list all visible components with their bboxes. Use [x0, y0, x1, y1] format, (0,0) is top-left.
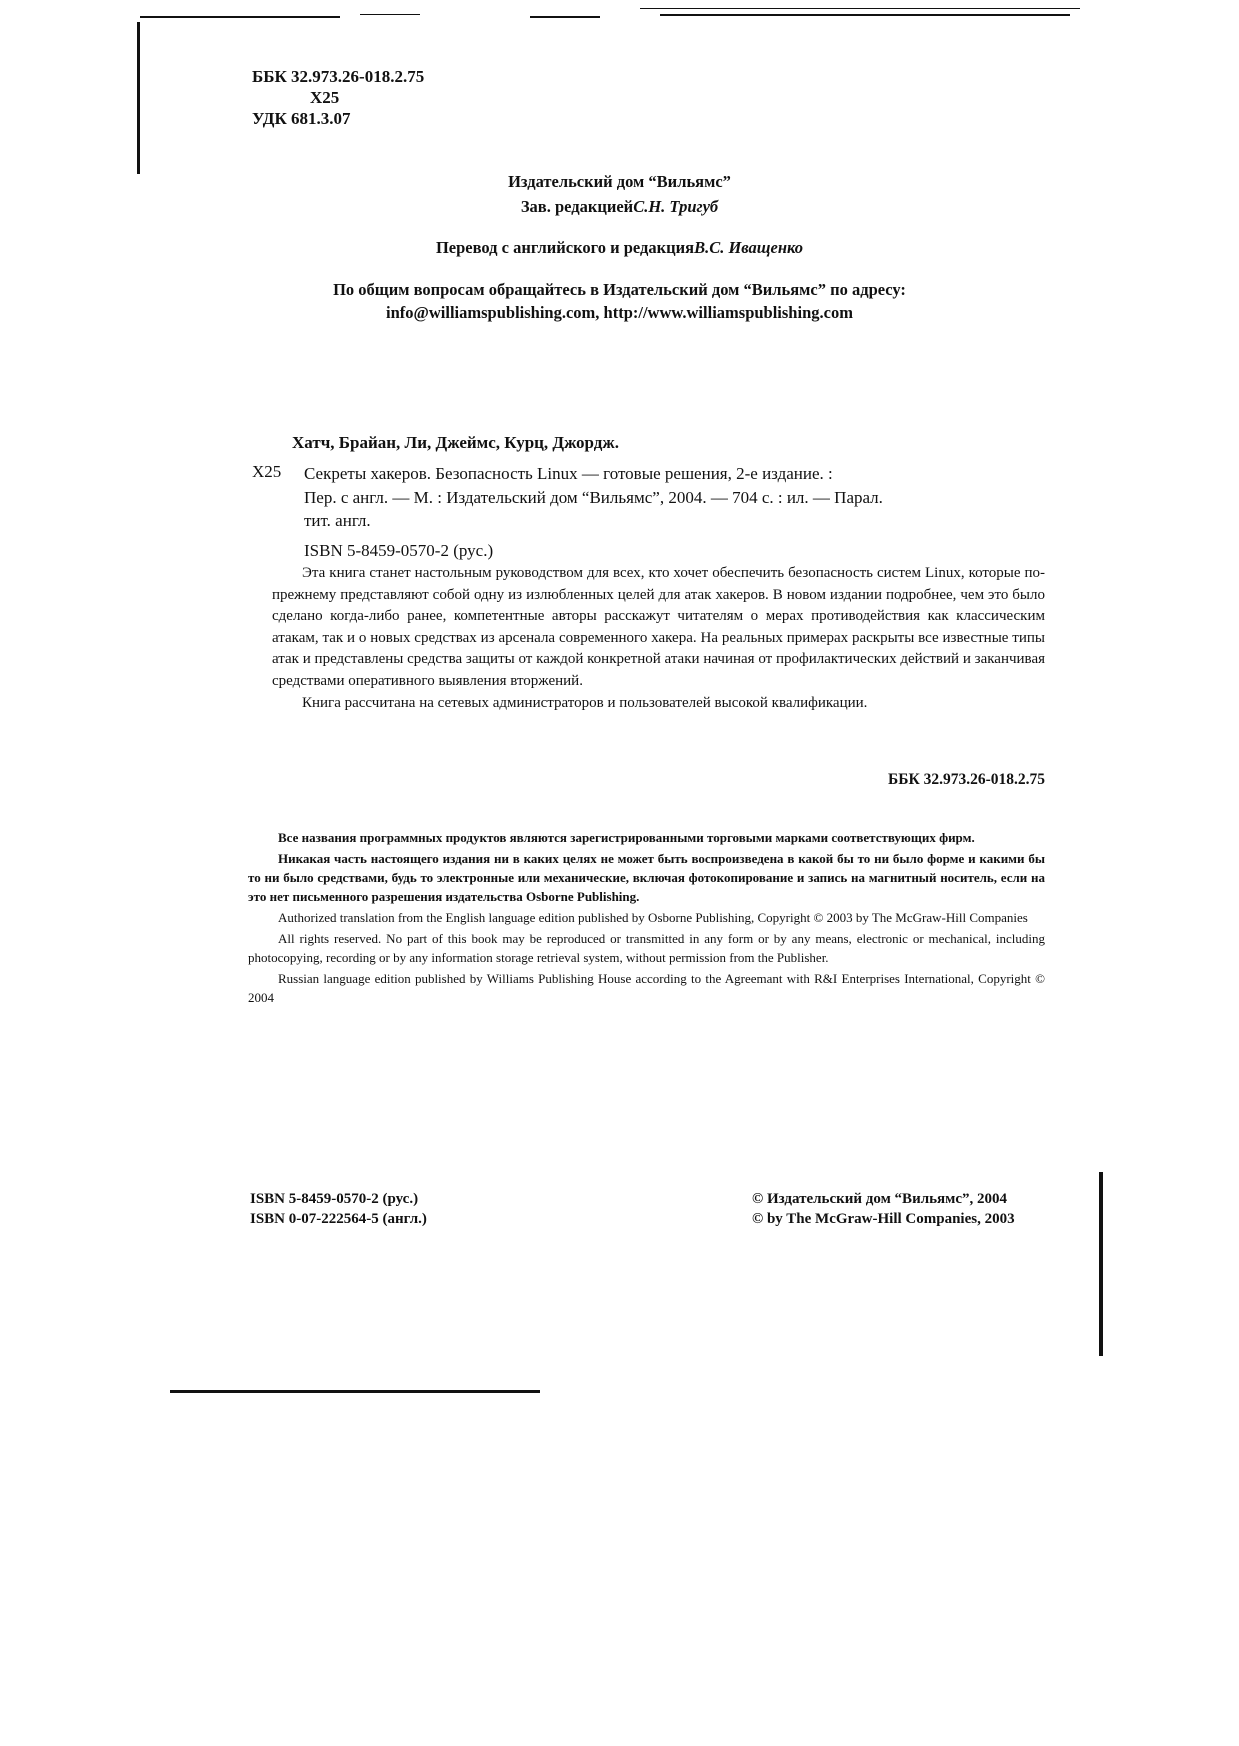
annotation-paragraph: Книга рассчитана на сетевых администраторов и пользователей высокой квалификации. [302, 694, 868, 711]
top-scan-rule-2 [360, 14, 420, 15]
reproduction-notice: Никакая часть настоящего издания ни в каких целях не может быть воспроизведена в какой бы то ни было форме и какими бы то ни было средствами, будь то электронные или механические, включая фотокопирование и запись на магнитный носитель, если на это нет письменного разрешения издательства Osborne Publishing. [248, 851, 1045, 904]
top-scan-rule-3 [530, 16, 600, 18]
contact-line: По общим вопросам обращайтесь в Издательский дом “Вильямс” по адресу: [333, 280, 906, 299]
footer-isbns [250, 1189, 427, 1229]
udk-code: УДК 681.3.07 [252, 109, 351, 128]
editor-name: С.Н. Тригуб [633, 197, 719, 216]
editor-line [0, 197, 1239, 217]
left-scan-bar [137, 22, 140, 174]
legal-notices [248, 828, 1045, 1009]
top-scan-rule-5 [660, 14, 1070, 16]
trademarks-notice: Все названия программных продуктов являются зарегистрированными торговыми марками соответствующих фирм. [278, 830, 975, 845]
isbn-eng: ISBN 0-07-222564-5 (англ.) [250, 1211, 427, 1227]
catalog-description [304, 462, 1045, 533]
authorized-translation-notice: Authorized translation from the English language edition published by Osborne Publishing, Copyright © 2003 by The McGraw-Hill Companies [278, 910, 1028, 925]
classification-codes [252, 66, 424, 129]
isbn-rus: ISBN 5-8459-0570-2 (рус.) [250, 1191, 419, 1207]
footer-copyrights [752, 1189, 1015, 1229]
bottom-scan-rule [170, 1390, 540, 1393]
catalog-description-line: Пер. с англ. — М. : Издательский дом “Вильямс”, 2004. — 704 с. : ил. — Парал. [304, 487, 883, 507]
publisher-name: Издательский дом “Вильямс” [508, 172, 731, 191]
catalog-isbn: ISBN 5-8459-0570-2 (рус.) [304, 541, 494, 560]
catalog-description-line: Секреты хакеров. Безопасность Linux — готовые решения, 2-е издание. : [304, 464, 833, 483]
catalog-code: Х25 [252, 462, 282, 481]
top-scan-rule [140, 16, 340, 18]
catalog-description-line: тит. англ. [304, 511, 371, 530]
contact-urls: info@williamspublishing.com, http://www.williamspublishing.com [386, 303, 853, 322]
russian-edition-notice: Russian language edition published by Williams Publishing House according to the Agreemant with R&I Enterprises International, Copyright © 2004 [248, 971, 1045, 1005]
copyright-rus: © Издательский дом “Вильямс”, 2004 [752, 1191, 1008, 1207]
catalog-authors: Хатч, Брайан, Ли, Джеймс, Курц, Джордж. [292, 433, 619, 452]
top-scan-rule-4 [640, 8, 1080, 9]
translation-label: Перевод с английского и редакция [435, 238, 695, 257]
translator-name: В.С. Иващенко [694, 238, 804, 257]
annotation-paragraph: Эта книга станет настольным руководством для всех, кто хочет обеспечить безопасность систем Linux, которые по-прежнему представляют собой одну из излюбленных целей для атак хакеров. В новом издании подробнее, чем это было сделано когда-либо ранее, компетентные авторы расскажут читателям о мерах противодействия как классическим атакам, так и о новых средствах из арсенала современного хакера. На реальных примерах раскрыты все известные типы атак и представлены средства защиты от каждой конкретной атаки начиная от профилактических действий и заканчивая средствами оперативного выявления вторжений. [272, 565, 1045, 689]
annotation [272, 563, 1045, 714]
rights-notice: All rights reserved. No part of this book may be reproduced or transmitted in any form or by any means, electronic or mechanical, including photocopying, recording or by any information storage retrieval system, without permission from the Publisher. [248, 931, 1045, 965]
copyright-eng: © by The McGraw-Hill Companies, 2003 [752, 1211, 1015, 1227]
translation-line [0, 238, 1239, 258]
bbk-code: ББК 32.973.26-018.2.75 [252, 67, 425, 86]
right-scan-bar [1099, 1172, 1103, 1356]
author-mark: Х25 [310, 88, 340, 107]
editor-label: Зав. редакцией [520, 197, 634, 216]
annotation-bbk: ББК 32.973.26-018.2.75 [887, 771, 1045, 788]
